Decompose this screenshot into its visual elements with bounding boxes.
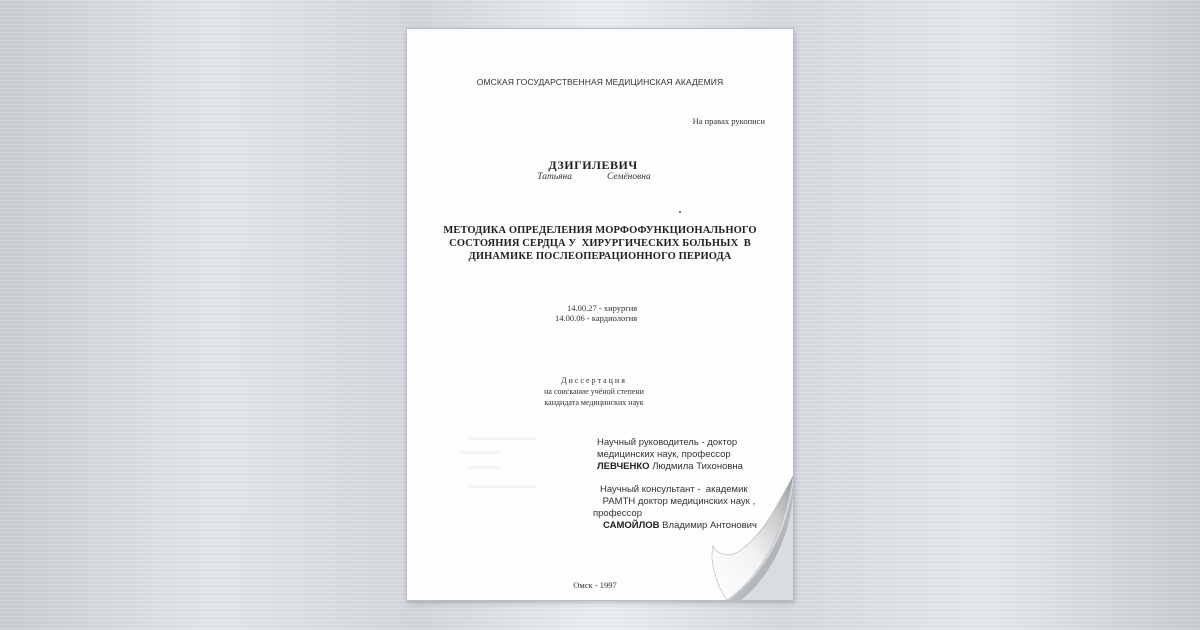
city-year: Омск - 1997: [573, 580, 617, 590]
degree-line: кандидата медицинских наук: [544, 398, 644, 407]
page-curl-icon: [707, 476, 793, 600]
consultant-title-line2: РАМТН доктор медицинских наук ,: [600, 496, 756, 507]
supervisor-surname: ЛЕВЧЕНКО: [597, 461, 650, 472]
consultant-surname: САМОЙЛОВ: [603, 520, 660, 531]
specialty-line: 14.00.27 - хирургия: [566, 303, 638, 313]
title-line: СОСТОЯНИЯ СЕРДЦА У ХИРУРГИЧЕСКИХ БОЛЬНЫХ В: [449, 238, 751, 249]
scan-artifact: [469, 466, 499, 469]
scan-artifact: [459, 451, 499, 454]
supervisor-given-names: Людмила Тихоновна: [649, 461, 743, 472]
supervisor-title-line2: медицинских наук, профессор: [597, 449, 731, 460]
author-surname: ДЗИГИЛЕВИЧ: [548, 158, 638, 172]
consultant-title-line1: Научный консультант - академик: [600, 484, 748, 495]
scan-artifact: [467, 437, 537, 440]
consultant-title-line3: профессор: [593, 508, 642, 519]
scan-artifact: [467, 485, 537, 488]
specialty-line: 14.00.06 - кардиология: [555, 313, 638, 323]
stray-dot: [679, 211, 681, 213]
supervisor-name: [597, 461, 743, 472]
supervisor-title-line1: Научный руководитель - доктор: [597, 437, 738, 448]
author-first-names: Татьяна Семёновна: [537, 172, 651, 182]
title-line: МЕТОДИКА ОПРЕДЕЛЕНИЯ МОРФОФУНКЦИОНАЛЬНОГО: [443, 225, 757, 236]
dissertation-label: Диссертация: [561, 376, 627, 385]
degree-line: на соискание учёной степени: [544, 387, 644, 396]
manuscript-rights-note: На правах рукописи: [692, 116, 765, 126]
dissertation-type: [407, 375, 781, 408]
title-line: ДИНАМИКЕ ПОСЛЕОПЕРАЦИОННОГО ПЕРИОДА: [468, 251, 732, 262]
consultant-given-names: Владимир Антонович: [659, 520, 757, 531]
specialty-codes: [555, 303, 637, 323]
institution-name: ОМСКАЯ ГОСУДАРСТВЕННАЯ МЕДИЦИНСКАЯ АКАДЕМИЯ: [476, 77, 724, 87]
dissertation-title: [425, 224, 775, 263]
